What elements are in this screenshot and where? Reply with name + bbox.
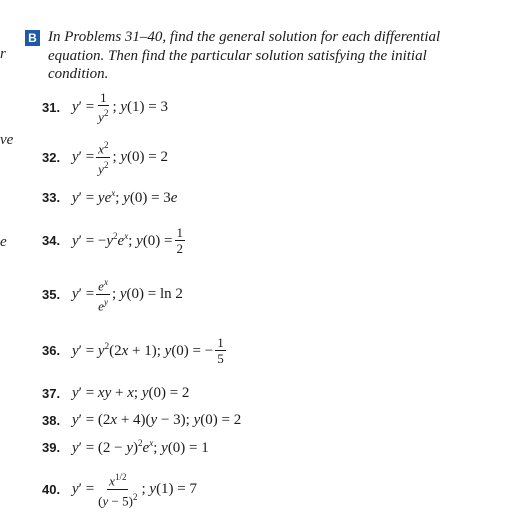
problem-33: 33. $y' = ye^x$; y(0) = 3e — [42, 187, 178, 206]
margin-fragment-r: r — [0, 46, 6, 62]
problem-number: 38. — [42, 412, 61, 428]
problem-number: 39. — [42, 439, 61, 455]
problem-40: 40. y′ = $\frac{x^{1/2}}{(y - 5)^2}$ ; y(1) = 7 — [42, 472, 198, 508]
problem-38: 38. y′ = (2x + 4)(y − 3); y(0) = 2 — [42, 411, 242, 428]
problem-number: 32. — [42, 149, 61, 165]
problem-number: 37. — [42, 385, 61, 401]
problem-34: 34. $y' = -y^2e^x$; y(0) = $\frac{1}{2}$ — [42, 224, 184, 256]
problem-39: 39. $y' = (2 - y)^2e^x$; y(0) = 1 — [42, 437, 209, 456]
margin-fragment-ve: ve — [0, 132, 14, 148]
problem-number: 34. — [42, 232, 61, 248]
problem-number: 36. — [42, 342, 61, 358]
problem-36: 36. $y' = y^2(2x + 1)$; y(0) = − $\frac{1}{5}$ — [42, 334, 224, 366]
problem-31: 31. y′ = $\frac{1}{y^2}$ ; y(1) = 3 — [42, 89, 168, 125]
problem-32: 32. y′ = $\frac{x^2}{y^2}$ ; y(0) = 2 — [42, 140, 168, 176]
problem-35: 35. y′ = $\frac{e^x}{e^y}$ ; y(0) = ln 2 — [42, 277, 183, 313]
problem-37: 37. y′ = xy + x; y(0) = 2 — [42, 384, 190, 401]
margin-fragment-e: e — [0, 234, 7, 250]
problem-number: 35. — [42, 286, 61, 302]
intro-text: In Problems 31–40, find the general solution for each differential equation. Then find the particular solution satisfying the initial condition. — [48, 29, 441, 82]
section-badge: B — [25, 30, 40, 46]
problem-number: 40. — [42, 481, 61, 497]
problem-number: 31. — [42, 99, 61, 115]
problem-number: 33. — [42, 189, 61, 205]
